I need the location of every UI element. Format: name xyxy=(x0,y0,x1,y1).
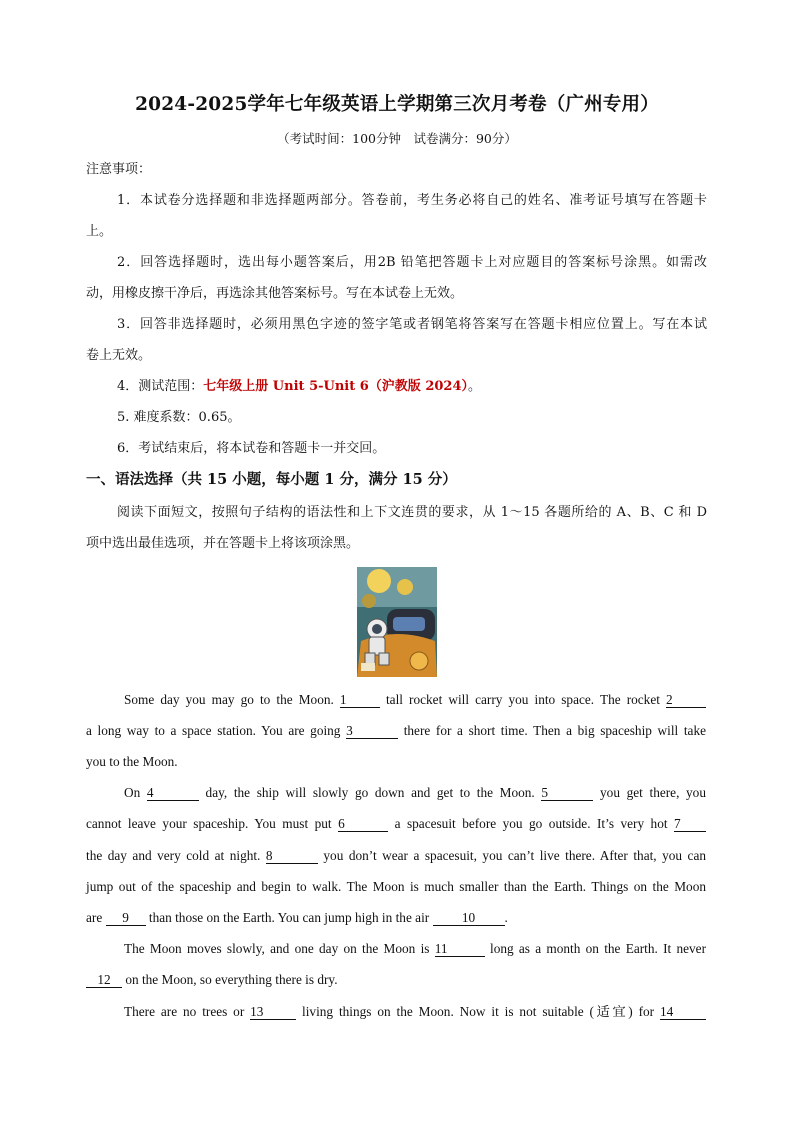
blank-9[interactable]: 9 xyxy=(106,910,146,926)
blank-6[interactable]: 6 xyxy=(338,816,388,832)
note-4-prefix: 4．测试范围： xyxy=(117,379,204,394)
passage-text: long as a month on the Earth. It never xyxy=(490,941,706,956)
passage-text: There are no trees or xyxy=(124,1004,245,1019)
passage-line-9 xyxy=(124,939,706,959)
passage-line-8 xyxy=(86,908,706,928)
note-1: 1．本试卷分选择题和非选择题两部分。答卷前，考生务必将自己的姓名、准考证号填写在答题卡 xyxy=(117,193,707,208)
blank-7[interactable]: 7 xyxy=(674,816,706,832)
section-1-instructions-cont: 项中选出最佳选项，并在答题卡上将该项涂黑。 xyxy=(86,536,360,551)
page-title: 2024-2025学年七年级英语上学期第三次月考卷（广州专用） xyxy=(135,94,659,115)
note-4-suffix: 。 xyxy=(468,379,482,394)
notes-heading: 注意事项： xyxy=(86,162,152,177)
passage-text: living things on the Moon. Now it is not suitable (适宜) for xyxy=(302,1004,655,1019)
passage-text: are xyxy=(86,910,103,925)
note-2: 2．回答选择题时，选出每小题答案后，用2B 铅笔把答题卡上对应题目的答案标号涂黑。如需改 xyxy=(117,255,707,270)
astronaut-moon-illustration xyxy=(357,567,437,677)
passage-text: day, the ship will slowly go down and get to the Moon. xyxy=(205,785,535,800)
blank-3[interactable]: 3 xyxy=(346,723,398,739)
blank-4[interactable]: 4 xyxy=(147,785,199,801)
blank-13[interactable]: 13 xyxy=(250,1004,296,1020)
blank-14[interactable]: 14 xyxy=(660,1004,706,1020)
note-5: 5. 难度系数：0.65。 xyxy=(117,410,241,425)
passage-line-5 xyxy=(86,814,706,834)
note-2-cont: 动，用橡皮擦干净后，再选涂其他答案标号。写在本试卷上无效。 xyxy=(86,286,464,301)
section-1-instructions: 阅读下面短文，按照句子结构的语法性和上下文连贯的要求，从 1～15 各题所给的 A、B、C 和 D xyxy=(117,505,707,520)
note-3: 3．回答非选择题时，必须用黑色字迹的签字笔或者钢笔将答案写在答题卡相应位置上。写在本试 xyxy=(117,317,707,332)
passage-line-7: jump out of the spaceship and begin to walk. The Moon is much smaller than the Earth. Things on the Moon xyxy=(86,879,706,894)
passage-line-1 xyxy=(124,690,706,710)
passage-line-11 xyxy=(124,1002,706,1022)
passage-text: Some day you may go to the Moon. xyxy=(124,692,334,707)
section-1-heading: 一、语法选择（共 15 小题，每小题 1 分，满分 15 分） xyxy=(86,471,457,488)
passage-line-4 xyxy=(124,783,706,803)
passage-text: cannot leave your spaceship. You must put xyxy=(86,816,332,831)
note-1-cont: 上。 xyxy=(86,224,113,239)
passage-line-10 xyxy=(86,970,706,990)
passage-text: on the Moon, so everything there is dry. xyxy=(125,972,338,987)
passage-text: . xyxy=(504,910,508,925)
note-6: 6．考试结束后，将本试卷和答题卡一并交回。 xyxy=(117,441,386,456)
test-range: 七年级上册 Unit 5-Unit 6（沪教版 2024） xyxy=(203,379,469,394)
blank-10[interactable]: 10 xyxy=(433,910,505,926)
passage-text: tall rocket will carry you into space. The rocket xyxy=(385,692,660,707)
passage-text: a long way to a space station. You are going xyxy=(86,723,341,738)
note-4 xyxy=(117,377,481,397)
blank-12[interactable]: 12 xyxy=(86,972,122,988)
passage-text: than those on the Earth. You can jump high in the air xyxy=(148,910,430,925)
note-3-cont: 卷上无效。 xyxy=(86,348,152,363)
passage-text: On xyxy=(124,785,141,800)
blank-11[interactable]: 11 xyxy=(435,941,485,957)
passage-line-2 xyxy=(86,721,706,741)
exam-info: （考试时间：100分钟 试卷满分：90分） xyxy=(277,131,517,146)
blank-1[interactable]: 1 xyxy=(340,692,380,708)
passage-text: you don’t wear a spacesuit, you can’t live there. After that, you can xyxy=(323,848,706,863)
blank-2[interactable]: 2 xyxy=(666,692,706,708)
passage-text: the day and very cold at night. xyxy=(86,848,261,863)
passage-text: you get there, you xyxy=(600,785,706,800)
blank-8[interactable]: 8 xyxy=(266,848,318,864)
passage-line-3: you to the Moon. xyxy=(86,754,178,769)
passage-text: The Moon moves slowly, and one day on the Moon is xyxy=(124,941,430,956)
passage-line-6 xyxy=(86,846,706,866)
passage-text: there for a short time. Then a big spaceship will take xyxy=(403,723,706,738)
blank-5[interactable]: 5 xyxy=(541,785,593,801)
passage-text: a spacesuit before you go outside. It’s very hot xyxy=(394,816,668,831)
